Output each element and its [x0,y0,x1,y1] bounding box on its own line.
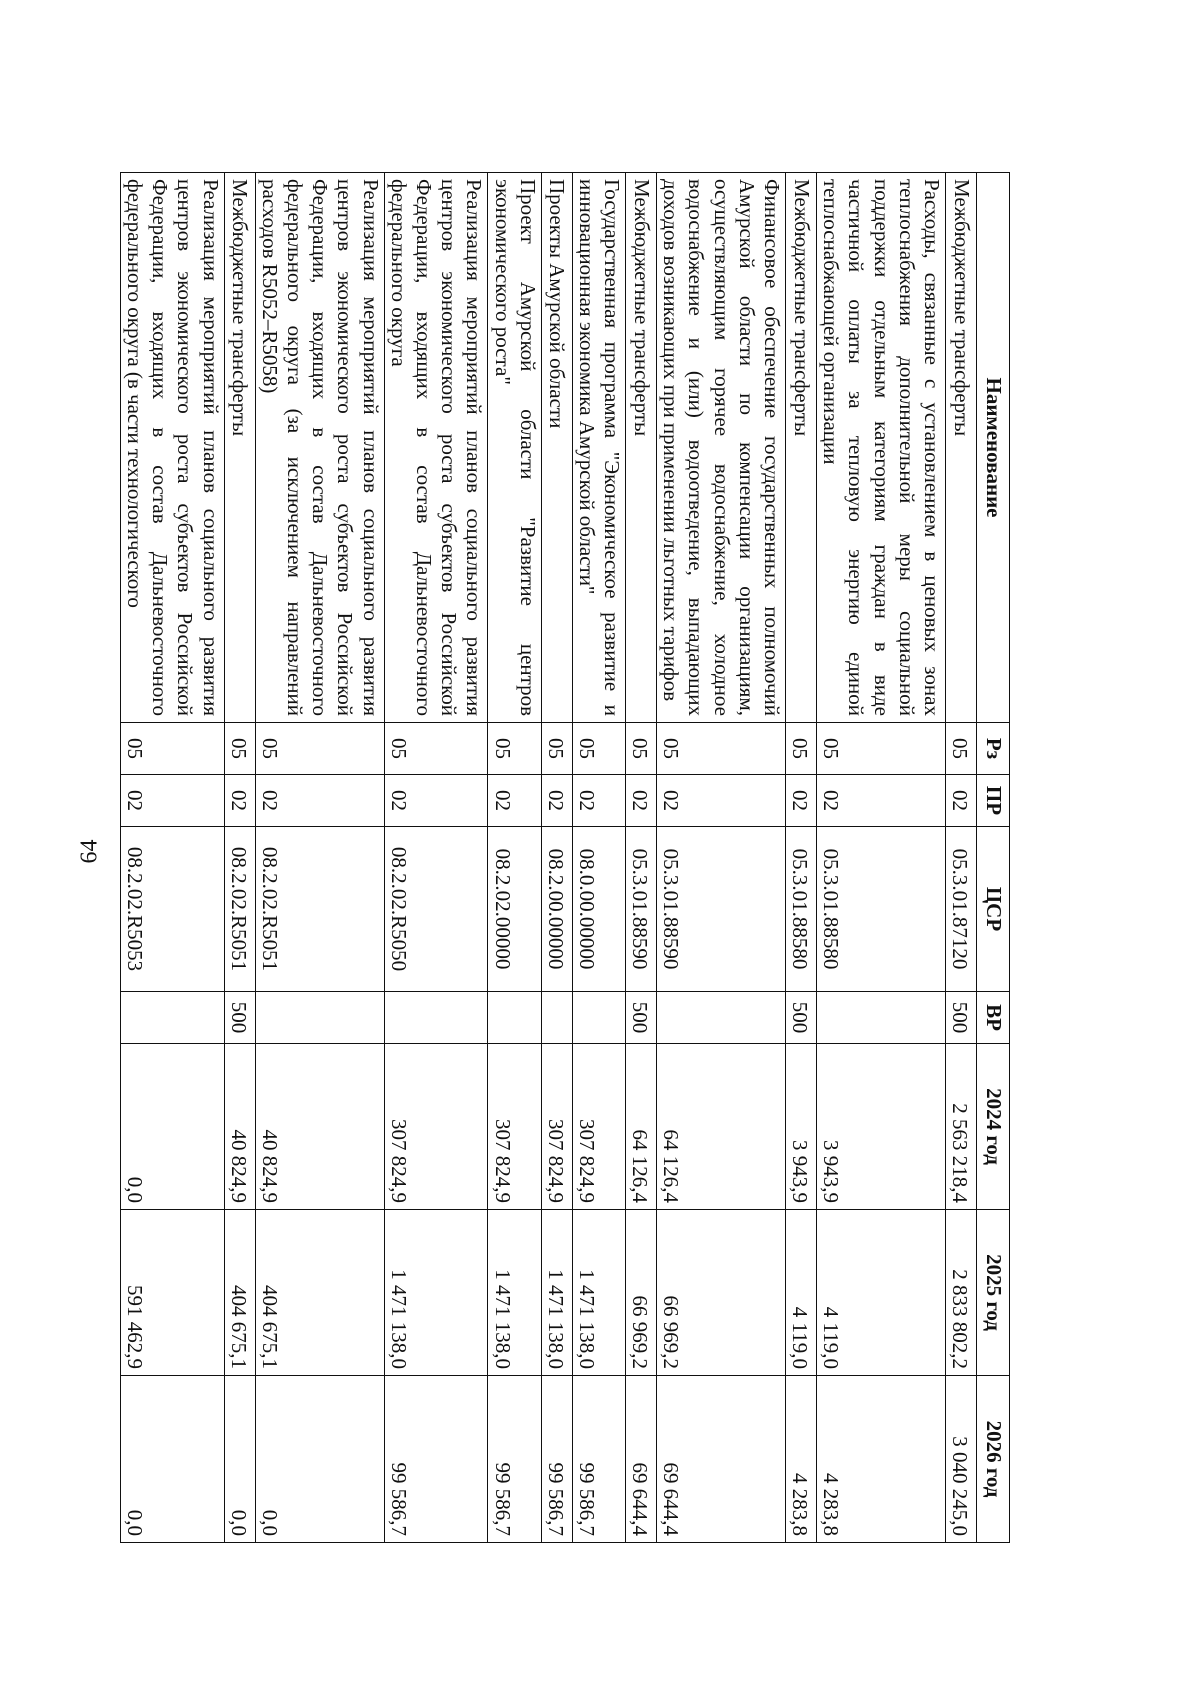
table-row [657,173,786,1543]
row-vr [384,992,488,1044]
row-pr: 02 [657,775,786,827]
row-pr: 02 [786,775,817,827]
header-csr: ЦСР [977,827,1010,992]
row-vr [120,992,224,1044]
table-row [572,173,625,1543]
row-2024: 307 824,9 [488,1044,541,1210]
row-2024: 307 824,9 [541,1044,572,1210]
row-rz: 05 [255,723,384,775]
row-rz: 05 [384,723,488,775]
budget-table [120,172,1010,1543]
row-pr: 02 [817,775,946,827]
row-2025: 66 969,2 [657,1210,786,1376]
row-2025: 591 462,9 [120,1210,224,1376]
row-2026: 3 040 245,0 [946,1376,977,1543]
row-name: Расходы, связанные с установлением в ценовых зонах теплоснабжения дополнительной меры социальной поддержки отдельным категориям граждан в виде частичной оплаты за тепловую энергию единой теплоснабжающей организации [817,173,946,723]
row-2024: 0,0 [120,1044,224,1210]
table-row [541,173,572,1543]
row-2026: 0,0 [255,1376,384,1543]
row-pr: 02 [572,775,625,827]
row-2026: 69 644,4 [626,1376,657,1543]
row-name: Реализация мероприятий планов социального развития центров экономического роста субъектов Российской Федерации, входящих в состав Дальневосточного федерального округа [384,173,488,723]
table-row [946,173,977,1543]
row-pr: 02 [255,775,384,827]
row-2025: 1 471 138,0 [384,1210,488,1376]
row-rz: 05 [786,723,817,775]
row-pr: 02 [120,775,224,827]
row-pr: 02 [626,775,657,827]
row-rz: 05 [817,723,946,775]
row-name: Межбюджетные трансферты [786,173,817,723]
row-vr [657,992,786,1044]
row-2024: 307 824,9 [384,1044,488,1210]
row-2025: 1 471 138,0 [541,1210,572,1376]
row-2024: 307 824,9 [572,1044,625,1210]
row-csr: 05.3.01.88590 [657,827,786,992]
header-pr: ПР [977,775,1010,827]
table-row [626,173,657,1543]
row-2026: 0,0 [224,1376,255,1543]
row-rz: 05 [626,723,657,775]
table-row [786,173,817,1543]
row-csr: 08.2.02.R5050 [384,827,488,992]
table-header-row [977,173,1010,1543]
row-2024: 64 126,4 [626,1044,657,1210]
row-csr: 05.3.01.88590 [626,827,657,992]
row-vr: 500 [224,992,255,1044]
header-vr: ВР [977,992,1010,1044]
row-pr: 02 [384,775,488,827]
row-name: Финансовое обеспечение государственных полномочий Амурской области по компенсации организациям, осуществляющим горячее водоснабжение, холодное водоснабжение и (или) водоотведение, выпадающих доходов возникающих при применении льготных тарифов [657,173,786,723]
row-2024: 40 824,9 [255,1044,384,1210]
row-rz: 05 [224,723,255,775]
row-2026: 99 586,7 [572,1376,625,1543]
row-pr: 02 [946,775,977,827]
header-2024: 2024 год [977,1044,1010,1210]
rotated-table-container [123,172,1010,1542]
table-row [384,173,488,1543]
table-row [817,173,946,1543]
row-vr [541,992,572,1044]
row-csr: 05.3.01.88580 [786,827,817,992]
row-vr: 500 [786,992,817,1044]
row-rz: 05 [120,723,224,775]
row-2026: 4 283,8 [786,1376,817,1543]
row-rz: 05 [541,723,572,775]
row-2025: 404 675,1 [224,1210,255,1376]
row-2024: 2 563 218,4 [946,1044,977,1210]
row-2026: 99 586,7 [384,1376,488,1543]
row-2024: 3 943,9 [817,1044,946,1210]
row-name: Реализация мероприятий планов социального развития центров экономического роста субъектов Российской Федерации, входящих в состав Дальневосточного федерального округа (за исключением направлений расходов R5052–R5058) [255,173,384,723]
row-vr: 500 [946,992,977,1044]
header-2025: 2025 год [977,1210,1010,1376]
row-pr: 02 [541,775,572,827]
row-csr: 05.3.01.87120 [946,827,977,992]
row-csr: 08.2.02.R5053 [120,827,224,992]
row-2025: 1 471 138,0 [488,1210,541,1376]
row-vr [488,992,541,1044]
row-vr [255,992,384,1044]
row-2024: 64 126,4 [657,1044,786,1210]
table-row [255,173,384,1543]
row-2024: 40 824,9 [224,1044,255,1210]
row-name: Проект Амурской области "Развитие центров экономического роста" [488,173,541,723]
row-csr: 08.2.02.R5051 [255,827,384,992]
row-name: Государственная программа "Экономическое развитие и инновационная экономика Амурской области" [572,173,625,723]
row-rz: 05 [572,723,625,775]
row-pr: 02 [488,775,541,827]
page-number: 64 [76,839,103,864]
row-2025: 1 471 138,0 [572,1210,625,1376]
row-2025: 4 119,0 [817,1210,946,1376]
table-row [224,173,255,1543]
table-row [488,173,541,1543]
row-vr [817,992,946,1044]
row-2026: 99 586,7 [541,1376,572,1543]
row-2026: 4 283,8 [817,1376,946,1543]
row-2026: 0,0 [120,1376,224,1543]
row-vr [572,992,625,1044]
row-2024: 3 943,9 [786,1044,817,1210]
header-rz: Рз [977,723,1010,775]
row-csr: 08.0.00.00000 [572,827,625,992]
row-csr: 08.2.02.R5051 [224,827,255,992]
row-name: Межбюджетные трансферты [626,173,657,723]
row-2026: 99 586,7 [488,1376,541,1543]
row-2026: 69 644,4 [657,1376,786,1543]
row-csr: 08.2.02.00000 [488,827,541,992]
row-2025: 66 969,2 [626,1210,657,1376]
row-2025: 2 833 802,2 [946,1210,977,1376]
table-row [120,173,224,1543]
row-name: Реализация мероприятий планов социального развития центров экономического роста субъектов Российской Федерации, входящих в состав Дальневосточного федерального округа (в части технологического [120,173,224,723]
row-rz: 05 [657,723,786,775]
row-rz: 05 [488,723,541,775]
header-2026: 2026 год [977,1376,1010,1543]
row-name: Межбюджетные трансферты [224,173,255,723]
header-name: Наименование [977,173,1010,723]
row-vr: 500 [626,992,657,1044]
row-pr: 02 [224,775,255,827]
row-name: Проекты Амурской области [541,173,572,723]
row-csr: 08.2.00.00000 [541,827,572,992]
row-csr: 05.3.01.88580 [817,827,946,992]
row-2025: 4 119,0 [786,1210,817,1376]
row-name: Межбюджетные трансферты [946,173,977,723]
row-rz: 05 [946,723,977,775]
row-2025: 404 675,1 [255,1210,384,1376]
